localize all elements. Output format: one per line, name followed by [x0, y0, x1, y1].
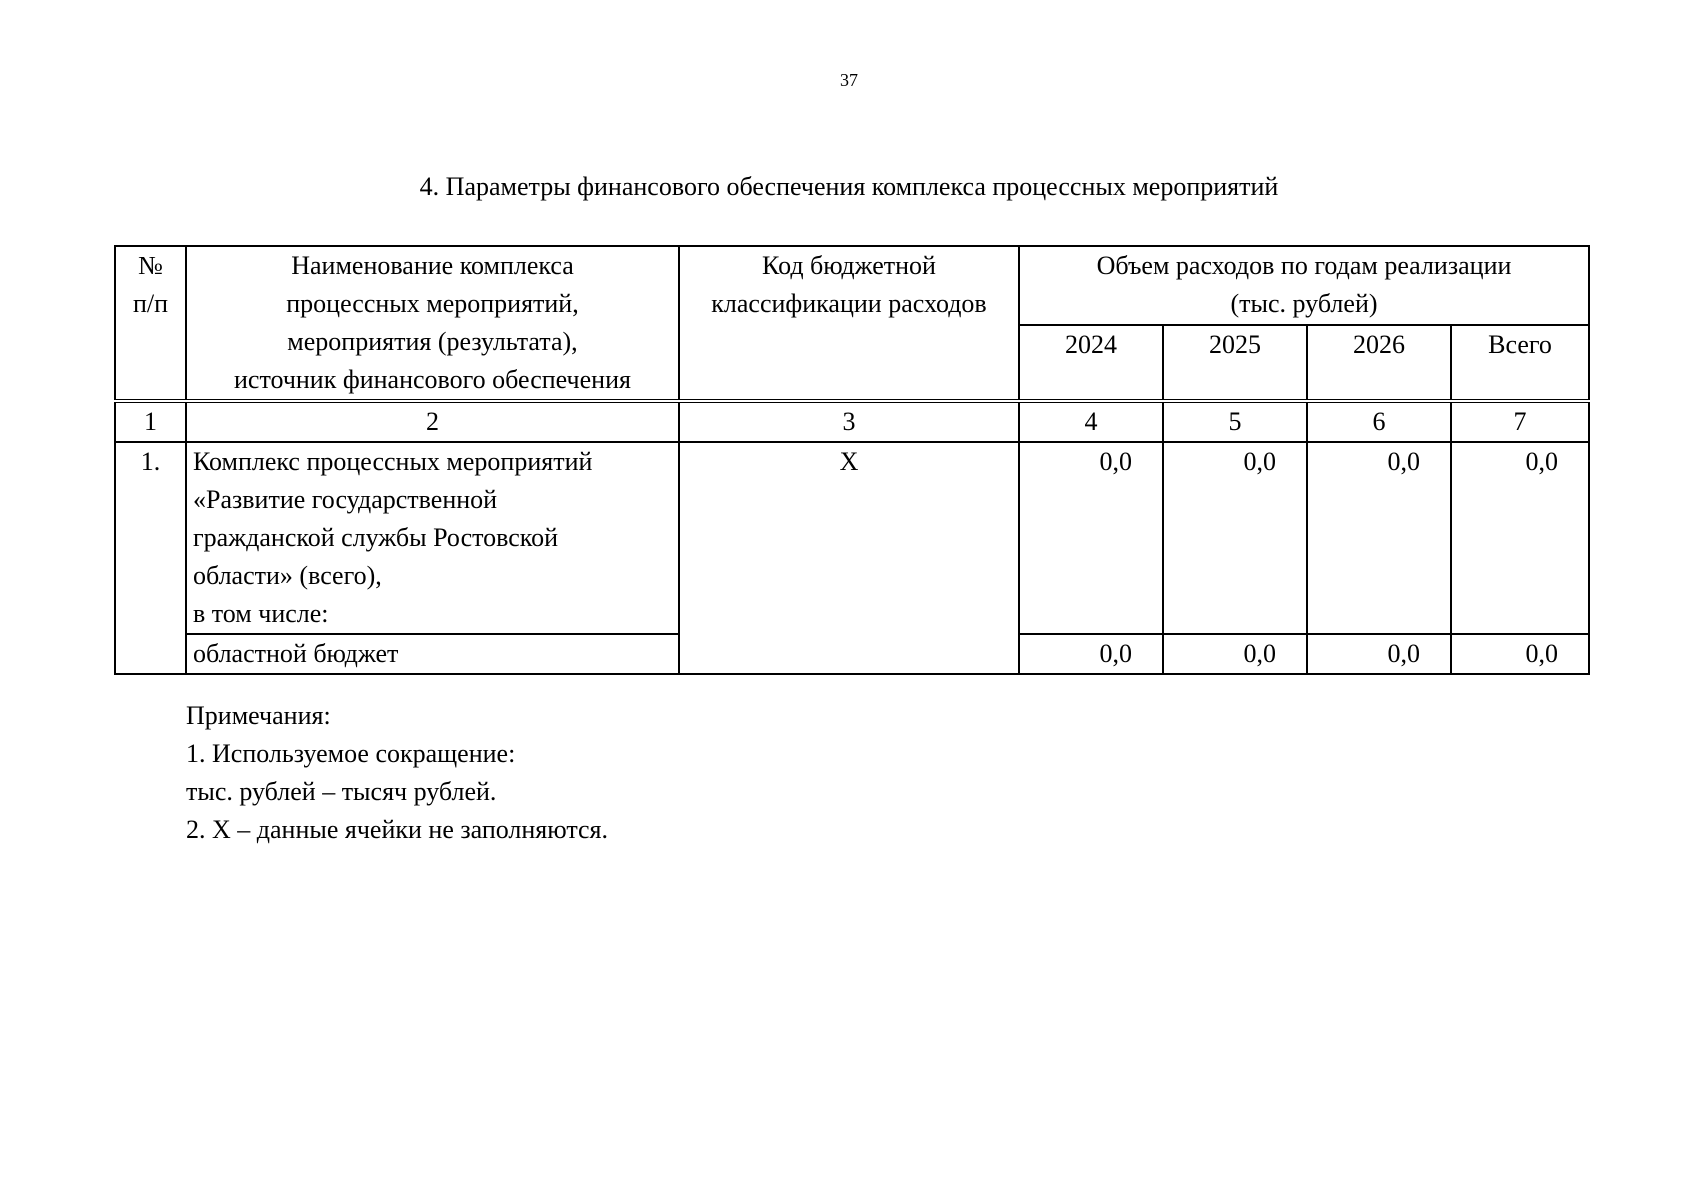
value-2025: 0,0 — [1163, 442, 1307, 634]
notes — [186, 697, 608, 849]
header-volume-line: Объем расходов по годам реализации — [1096, 251, 1512, 280]
value-2024: 0,0 — [1019, 634, 1163, 674]
notes-line: 1. Используемое сокращение: — [186, 739, 516, 768]
header-name-line: мероприятия (результата), — [287, 327, 578, 356]
header-code — [679, 246, 1019, 401]
row-name-line: гражданской службы Ростовской — [193, 523, 559, 552]
value-2026: 0,0 — [1307, 442, 1451, 634]
notes-heading: Примечания: — [186, 701, 331, 730]
row-number: 1. — [115, 442, 186, 674]
header-num-line: п/п — [132, 289, 169, 318]
column-number: 2 — [186, 401, 679, 442]
column-number: 4 — [1019, 401, 1163, 442]
header-year-2026: 2026 — [1307, 325, 1451, 401]
value-2025: 0,0 — [1163, 634, 1307, 674]
header-year-2024: 2024 — [1019, 325, 1163, 401]
row-name-line: Комплекс процессных мероприятий — [193, 447, 593, 476]
value-2024: 0,0 — [1019, 442, 1163, 634]
header-name — [186, 246, 679, 401]
row-name-line: «Развитие государственной — [193, 485, 498, 514]
row-name-line: в том числе: — [193, 599, 329, 628]
header-num — [115, 246, 186, 401]
notes-line: 2. Х – данные ячейки не заполняются. — [186, 815, 609, 844]
header-year-2025: 2025 — [1163, 325, 1307, 401]
header-row-1 — [115, 246, 1589, 325]
value-2026: 0,0 — [1307, 634, 1451, 674]
header-name-line: источник финансового обеспечения — [234, 365, 631, 394]
value-total: 0,0 — [1451, 634, 1589, 674]
page-number: 37 — [840, 70, 858, 90]
column-number: 1 — [115, 401, 186, 442]
header-code-line: классификации расходов — [711, 289, 987, 318]
header-num-line: № — [138, 251, 163, 280]
header-volume-line: (тыс. рублей) — [1230, 289, 1378, 318]
column-number: 6 — [1307, 401, 1451, 442]
value-total: 0,0 — [1451, 442, 1589, 634]
column-number: 3 — [679, 401, 1019, 442]
row-name-line: области» (всего), — [193, 561, 382, 590]
row-name — [186, 442, 679, 634]
column-number: 5 — [1163, 401, 1307, 442]
column-number: 7 — [1451, 401, 1589, 442]
row-budget-code: Х — [679, 442, 1019, 674]
header-name-line: Наименование комплекса — [291, 251, 574, 280]
header-volume — [1019, 246, 1589, 325]
table-row — [115, 442, 1589, 634]
column-number-row — [115, 401, 1589, 442]
section-title: 4. Параметры финансового обеспечения комплекса процессных мероприятий — [419, 172, 1279, 201]
header-name-line: процессных мероприятий, — [286, 289, 579, 318]
header-total: Всего — [1451, 325, 1589, 401]
financial-parameters-table — [114, 245, 1590, 675]
row-name: областной бюджет — [186, 634, 679, 674]
header-code-line: Код бюджетной — [762, 251, 936, 280]
notes-line: тыс. рублей – тысяч рублей. — [186, 777, 497, 806]
